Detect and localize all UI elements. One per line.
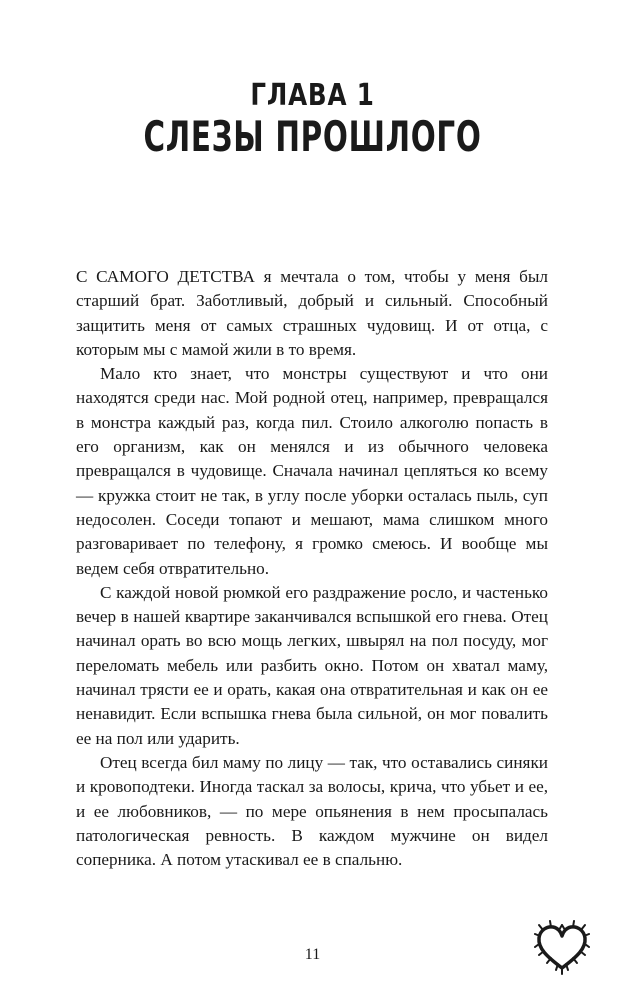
paragraph: С САМОГО ДЕТСТВА я мечтала о том, чтобы у меня был старший брат. Заботливый, добрый и сильный. Способный защитить меня от самых страшных чудовищ. И от отца, с которым мы с мамой жили в то время. <box>76 267 548 359</box>
page-number: 11 <box>304 946 321 963</box>
paragraph: Мало кто знает, что монстры существуют и что они находятся среди нас. Мой родной отец, например, превращался в монстра каждый раз, когда пил. Стоило алкоголю попасть в его организм, как он менялся и из обычного человека превращался в чудовище. Сначала начинал цепляться ко всему — кружка стоит не так, в углу после уборки осталась пыль, суп недосолен. Соседи топают и мешают, мама слишком много разговаривает по телефону, я громко смеюсь. И вообще мы ведем себя отвратительно. <box>76 364 548 578</box>
paragraph: Отец всегда бил маму по лицу — так, что оставались синяки и кровоподтеки. Иногда таскал за волосы, крича, что убьет и ее, и ее любовников, — по мере опьянения в нем просыпалась патологическая ревность. В каждом мужчине он видел соперника. А потом утаскивал ее в спальню. <box>76 752 548 870</box>
chapter-number: ГЛАВА 1 <box>250 78 375 113</box>
paragraph: С каждой новой рюмкой его раздражение росло, и частенько вечер в нашей квартире заканчивался вспышкой его гнева. Отец начинал орать во всю мощь легких, швырял на пол посуду, мог переломать мебель или разбить окно. Потом он хватал маму, начинал трясти ее и орать, какая она отвратительная и как он ее ненавидит. Если вспышка гнева была сильной, он мог повалить ее на пол или ударить. <box>76 582 548 748</box>
thorny-heart-icon <box>534 920 590 976</box>
chapter-title: СЛЕЗЫ ПРОШЛОГО <box>143 112 482 161</box>
chapter-body <box>76 265 548 872</box>
